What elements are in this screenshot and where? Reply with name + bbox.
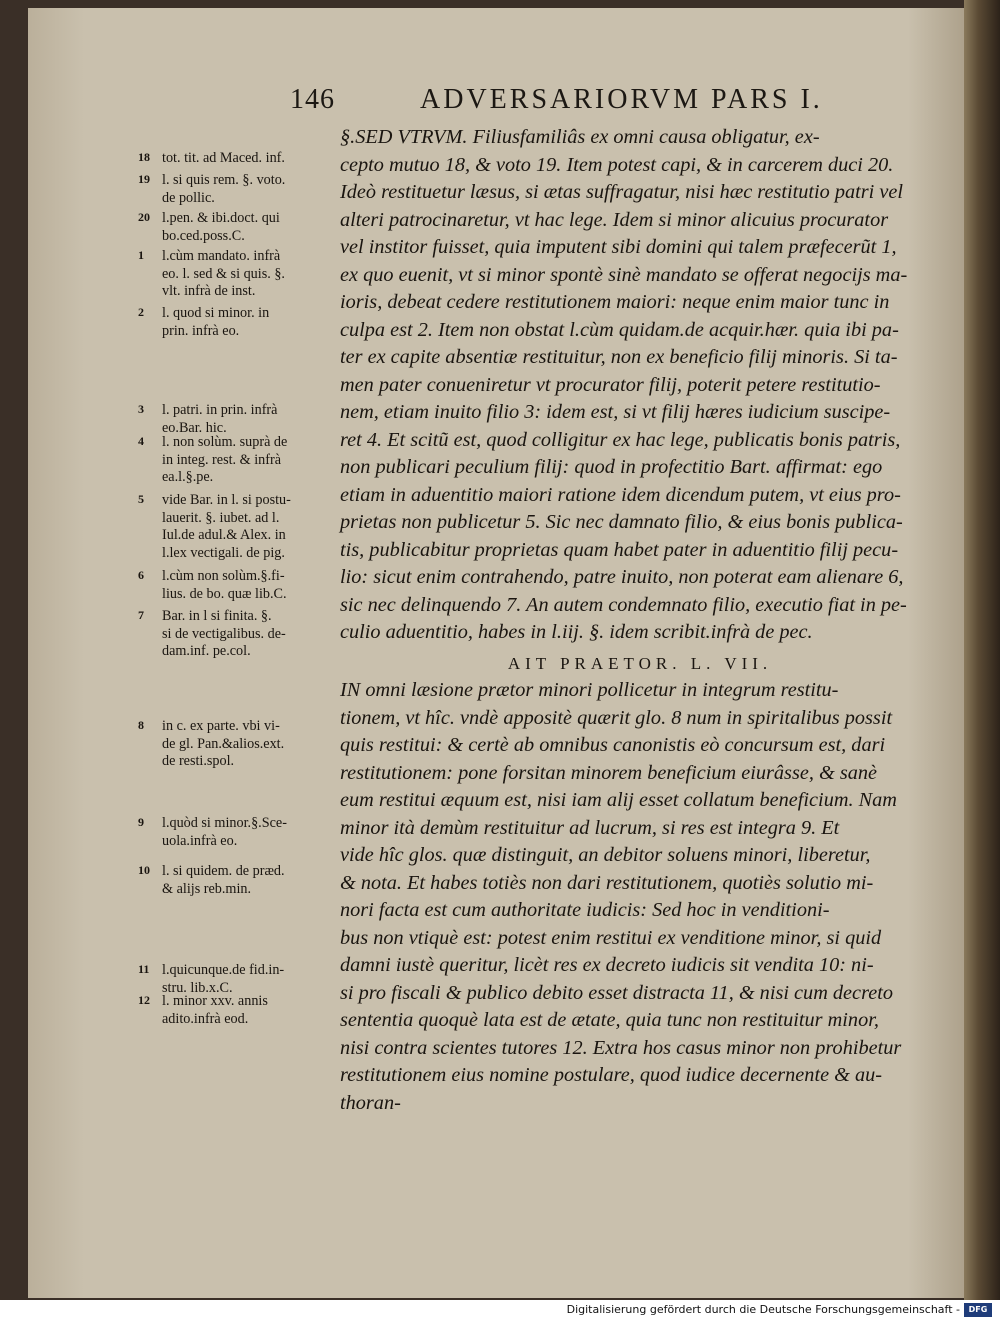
text-line: quis restitui: & certè ab omnibus canonistis eò concursum est, dari — [340, 734, 886, 756]
note-text: Bar. in l si finita. §. si de vectigalibus. de- dam.inf. pe.col. — [162, 608, 286, 659]
text-line: §.SED VTRVM. Filiusfamiliâs ex omni causa obligatur, ex- — [340, 126, 820, 148]
text-line: Ideò restituetur læsus, si ætas suffragatur, nisi hæc restitutio patri vel — [340, 181, 904, 203]
section-heading: AIT PRAETOR. L. VII. — [507, 653, 773, 673]
text-line: nem, etiam inuito filio 3: idem est, si vt filij hæres iudicium suscipe- — [340, 401, 891, 423]
note-number: 3 — [138, 402, 144, 416]
text-line: sic nec delinquendo 7. An autem condemnato filio, executio fiat in pe- — [340, 593, 907, 616]
text-line: culpa est 2. Item non obstat l.cùm quidam.de acquir.hær. quia ibi pa- — [340, 318, 899, 341]
text-line: IN omni læsione prætor minori pollicetur in integrum restitu- — [340, 679, 839, 701]
text-line: prietas non publicetur 5. Sic nec damnato filio, & eius bonis publica- — [340, 511, 903, 533]
note-number: 20 — [138, 210, 150, 224]
note-number: 2 — [138, 305, 144, 319]
text-line: ioris, debeat cedere restitutionem maiori: neque enim maior tunc in — [340, 291, 890, 313]
note-number: 7 — [138, 608, 144, 622]
footer-credit: Digitalisierung gefördert durch die Deutsche Forschungsgemeinschaft - — [566, 1303, 960, 1316]
text-line: cepto mutuo 18, & voto 19. Item potest capi, & in carcerem duci 20. — [340, 153, 894, 176]
text-line: ter ex capite absentiæ restituitur, non ex beneficio filij minoris. Si ta- — [340, 346, 898, 368]
footer-bar — [0, 1300, 1000, 1321]
note-text: l. non solùm. suprà de in integ. rest. & infrà ea.l.§.pe. — [162, 434, 288, 485]
text-line: thoran- — [340, 1091, 401, 1114]
main-text — [340, 124, 940, 1117]
note-text: l. minor xxv. annis adito.infrà eod. — [162, 993, 268, 1027]
text-line: sententia quoquè lata est de ætate, quia tunc non restituitur minor, — [340, 1009, 879, 1031]
note-text: l.quòd si minor.§.Sce- uola.infrà eo. — [162, 815, 287, 849]
note-text: tot. tit. ad Maced. inf. — [162, 150, 285, 166]
text-line: alteri patrocinaretur, vt hac lege. Idem si minor alicuius procurator — [340, 208, 889, 231]
text-line: ex quo euenit, vt si minor spontè sinè mandato se offerat negocijs ma- — [340, 263, 908, 286]
note-number: 19 — [138, 172, 150, 186]
note-number: 1 — [138, 248, 144, 262]
text-line: si pro fiscali & publico debito esset distracta 11, & nisi cum decreto — [340, 981, 893, 1004]
text-line: minor ità demùm restituitur ad lucrum, si res est integra 9. Et — [340, 816, 840, 839]
text-line: tionem, vt hîc. vndè appositè quærit glo. 8 num in spiritalibus possit — [340, 706, 893, 729]
note-text: l. si quidem. de præd. & alijs reb.min. — [162, 863, 285, 897]
note-number: 5 — [138, 492, 144, 506]
note-text: l. quod si minor. in prin. infrà eo. — [162, 305, 270, 339]
text-line: & nota. Et habes totiès non dari restitutionem, quotiès solutio mi- — [340, 871, 874, 894]
note-text: l.cùm mandato. infrà eo. l. sed & si quis. §. vlt. infrà de inst. — [162, 248, 285, 299]
note-number: 10 — [138, 863, 150, 877]
text-line: nisi contra scientes tutores 12. Extra hos casus minor non prohibetur — [340, 1036, 902, 1059]
note-number: 18 — [138, 150, 150, 164]
note-number: 9 — [138, 815, 144, 829]
text-line: men pater conueniretur vt procurator filij, poterit petere restitutio- — [340, 373, 881, 396]
running-title: ADVERSARIORVM PARS I. — [420, 84, 823, 115]
note-text: in c. ex parte. vbi vi- de gl. Pan.&alios.ext. de resti.spol. — [162, 718, 285, 769]
text-line: restitutionem eius nomine postulare, quod iudice decernente & au- — [340, 1064, 883, 1086]
text-line: tis, publicabitur proprietas quam habet pater in aduentitio filij pecu- — [340, 538, 899, 561]
text-line: etiam in aduentitio maiori ratione idem dicendum putem, vt eius pro- — [340, 483, 901, 506]
text-line: bus non vtiquè est: potest enim restitui ex venditione minor, si quid — [340, 926, 882, 949]
text-line: eum restitui æquum est, nisi iam alij esset collatum beneficium. Nam — [340, 789, 897, 811]
note-number: 12 — [138, 993, 150, 1007]
text-line: culio aduentitio, habes in l.iij. §. idem scribit.infrà de pec. — [340, 621, 813, 643]
text-line: restitutionem: pone forsitan minorem beneficium eiurâsse, & sanè — [340, 761, 878, 784]
text-line: vide hîc glos. quæ distinguit, an debitor soluens minori, liberetur, — [340, 844, 871, 866]
text-line: non publicari peculium filij: quod in profectitio Bart. affirmat: ego — [340, 456, 883, 478]
text-line: vel institor fuisset, quia imputent sibi domini qui talem præfecerũt 1, — [340, 236, 897, 258]
note-text: l.pen. & ibi.doct. qui bo.ced.poss.C. — [162, 210, 280, 244]
dfg-logo: DFG — [964, 1303, 992, 1317]
text-line: damni iustè queritur, licèt res ex decreto iudicis sit vendita 10: ni- — [340, 954, 874, 976]
note-number: 11 — [138, 962, 150, 976]
text-line: lio: sicut enim contrahendo, patre inuito, non poterat eam alienare 6, — [340, 566, 904, 588]
page-number: 146 — [290, 84, 335, 115]
note-text: l. patri. in prin. infrà eo.Bar. hic. — [162, 402, 278, 436]
note-text: l.quicunque.de fid.in- stru. lib.x.C. — [162, 962, 285, 996]
note-number: 6 — [138, 568, 144, 582]
text-line: nori facta est cum authoritate iudicis: Sed hoc in venditioni- — [340, 899, 830, 921]
text-line: ret 4. Et scitũ est, quod colligitur ex hac lege, publicatis bonis patris, — [340, 428, 901, 451]
note-text: l. si quis rem. §. voto. de pollic. — [162, 172, 286, 206]
note-number: 4 — [138, 434, 144, 448]
book-edge — [964, 0, 1000, 1300]
note-text: vide Bar. in l. si postu- lauerit. §. iubet. ad l. Iul.de adul.& Alex. in l.lex vectigali. de pig. — [162, 492, 291, 561]
note-number: 8 — [138, 718, 144, 732]
note-text: l.cùm non solùm.§.fi- lius. de bo. quæ lib.C. — [162, 568, 287, 602]
